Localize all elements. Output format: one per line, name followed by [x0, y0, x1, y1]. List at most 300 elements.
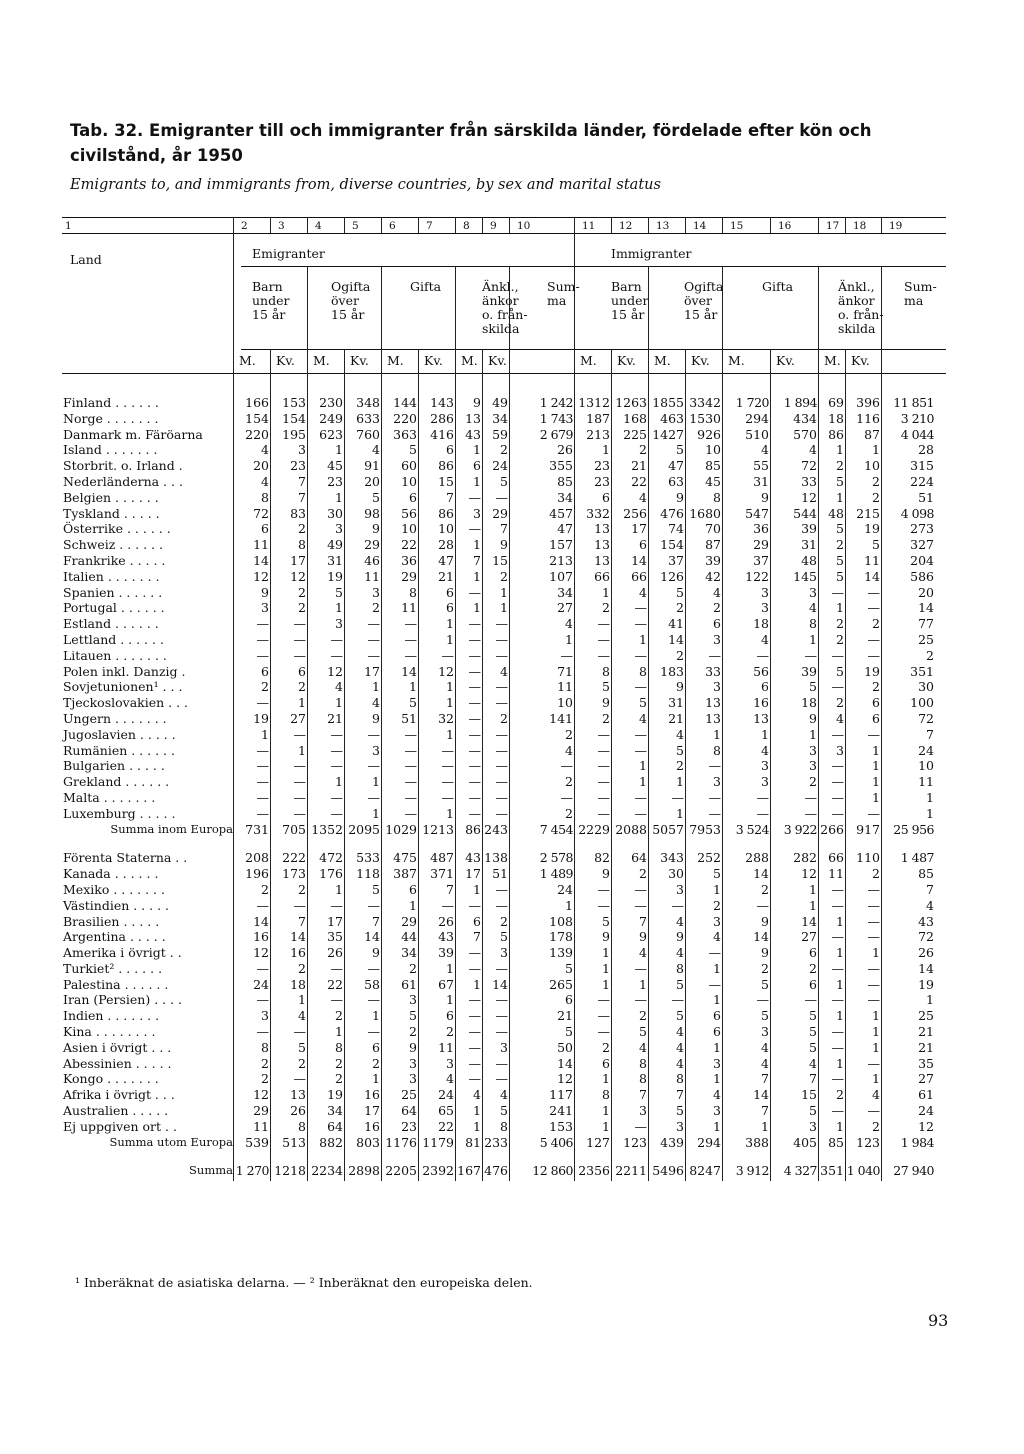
- value-cell: 1: [409, 897, 417, 913]
- value-cell: 2: [372, 1055, 380, 1071]
- value-cell: 86: [438, 505, 454, 521]
- country-cell: Grekland . . . . . .: [63, 774, 170, 790]
- value-cell: 19: [864, 521, 880, 537]
- value-cell: 8: [335, 1039, 343, 1055]
- value-cell: 208: [245, 850, 269, 866]
- country-cell: Afrika i övrigt . . .: [63, 1087, 175, 1103]
- value-cell: 7: [372, 913, 380, 929]
- value-cell: 110: [856, 850, 880, 866]
- value-cell: —: [468, 1024, 481, 1040]
- value-cell: 3: [261, 600, 269, 616]
- value-cell: 4: [676, 945, 684, 961]
- value-cell: —: [468, 1039, 481, 1055]
- value-cell: —: [256, 805, 269, 821]
- value-cell: 2: [713, 897, 721, 913]
- value-cell: —: [293, 774, 306, 790]
- value-cell: 1: [872, 742, 880, 758]
- value-cell: 27: [918, 1071, 934, 1087]
- country-cell: Turkiet² . . . . . .: [63, 960, 163, 976]
- country-cell: Danmark m. Färöarna: [63, 426, 203, 442]
- value-cell: 195: [282, 426, 306, 442]
- value-cell: 2: [409, 1024, 417, 1040]
- value-cell: —: [867, 897, 880, 913]
- value-cell: 2 578: [539, 850, 573, 866]
- sex-divider: [270, 349, 271, 373]
- value-cell: —: [404, 805, 417, 821]
- value-cell: 5: [602, 679, 610, 695]
- value-cell: 13: [753, 710, 769, 726]
- country-cell: Italien . . . . . . .: [63, 568, 160, 584]
- value-cell: 1: [446, 631, 454, 647]
- value-cell: 66: [631, 568, 647, 584]
- value-cell: 20: [918, 584, 934, 600]
- value-cell: 13: [290, 1087, 306, 1103]
- value-cell: 8: [676, 1071, 684, 1087]
- value-cell: 405: [793, 1134, 817, 1150]
- value-cell: 5: [809, 1103, 817, 1119]
- value-cell: 1: [836, 489, 844, 505]
- value-cell: 23: [594, 473, 610, 489]
- rule-under-colnums: [62, 233, 946, 234]
- value-cell: 1: [872, 1024, 880, 1040]
- table-row: [62, 427, 935, 443]
- value-cell: 72: [253, 505, 269, 521]
- colnum-divider: [881, 217, 882, 233]
- value-cell: 6: [409, 881, 417, 897]
- value-cell: 5: [809, 1024, 817, 1040]
- value-cell: —: [468, 631, 481, 647]
- column-number: 10: [517, 220, 531, 232]
- value-cell: —: [495, 1024, 508, 1040]
- country-cell: Jugoslavien . . . . .: [63, 726, 176, 742]
- value-cell: 116: [856, 410, 880, 426]
- value-cell: 19: [327, 568, 343, 584]
- value-cell: 4: [473, 1087, 481, 1103]
- value-cell: 3: [298, 442, 306, 458]
- value-cell: 5: [676, 976, 684, 992]
- value-cell: 138: [484, 850, 508, 866]
- value-cell: 1: [602, 960, 610, 976]
- value-cell: —: [804, 992, 817, 1008]
- value-cell: 1: [761, 1118, 769, 1134]
- value-cell: —: [867, 992, 880, 1008]
- value-cell: 17: [364, 1103, 380, 1119]
- imm-barn-header: Barn under 15 år: [611, 279, 649, 322]
- value-cell: 47: [557, 521, 573, 537]
- value-cell: 143: [430, 395, 454, 410]
- value-cell: 387: [393, 866, 417, 882]
- value-cell: —: [867, 1103, 880, 1119]
- value-cell: 176: [319, 866, 343, 882]
- value-cell: 43: [465, 426, 481, 442]
- value-cell: 2: [298, 881, 306, 897]
- kv-label: Kv.: [350, 353, 369, 368]
- value-cell: —: [495, 1008, 508, 1024]
- value-cell: 14: [290, 929, 306, 945]
- value-cell: 1: [872, 789, 880, 805]
- value-cell: 29: [753, 537, 769, 553]
- value-cell: 1: [473, 442, 481, 458]
- value-cell: 9: [639, 929, 647, 945]
- value-cell: 19: [918, 976, 934, 992]
- value-cell: 13: [594, 521, 610, 537]
- value-cell: 4: [676, 913, 684, 929]
- kv-label: Kv.: [488, 353, 507, 368]
- value-cell: 6: [446, 600, 454, 616]
- value-cell: 2: [872, 866, 880, 882]
- value-cell: 1352: [311, 821, 343, 837]
- value-cell: 513: [282, 1134, 306, 1150]
- value-cell: 3: [761, 758, 769, 774]
- value-cell: 27: [290, 710, 306, 726]
- value-cell: 196: [245, 866, 269, 882]
- value-cell: 11: [828, 866, 844, 882]
- table-row: [62, 1071, 935, 1087]
- value-cell: 2205: [385, 1163, 417, 1179]
- value-cell: —: [634, 992, 647, 1008]
- value-cell: 1: [809, 631, 817, 647]
- value-cell: 33: [705, 663, 721, 679]
- m-label: M.: [239, 353, 256, 368]
- value-cell: —: [404, 758, 417, 774]
- value-cell: 9: [372, 710, 380, 726]
- value-cell: 26: [438, 913, 454, 929]
- value-cell: 12: [801, 866, 817, 882]
- value-cell: 118: [356, 866, 380, 882]
- value-cell: —: [293, 897, 306, 913]
- value-cell: 10: [864, 458, 880, 474]
- value-cell: 12 860: [532, 1163, 573, 1179]
- value-cell: 222: [282, 850, 306, 866]
- value-cell: —: [831, 805, 844, 821]
- country-cell: Schweiz . . . . . .: [63, 537, 163, 553]
- value-cell: 2: [298, 679, 306, 695]
- value-cell: 13: [705, 710, 721, 726]
- value-cell: —: [256, 695, 269, 711]
- value-cell: 243: [484, 821, 508, 837]
- value-cell: —: [256, 774, 269, 790]
- value-cell: 8: [676, 960, 684, 976]
- value-cell: 5: [335, 584, 343, 600]
- table-row: [62, 553, 935, 569]
- value-cell: 21: [918, 1039, 934, 1055]
- value-cell: 91: [364, 458, 380, 474]
- value-cell: 8: [639, 1071, 647, 1087]
- value-cell: —: [468, 758, 481, 774]
- value-cell: 14: [364, 929, 380, 945]
- table-row: [62, 695, 935, 711]
- value-cell: —: [293, 789, 306, 805]
- value-cell: 9: [676, 489, 684, 505]
- value-cell: 5: [761, 1008, 769, 1024]
- value-cell: —: [495, 631, 508, 647]
- table-row: [62, 914, 935, 930]
- value-cell: 8: [409, 584, 417, 600]
- value-cell: 547: [745, 505, 769, 521]
- value-cell: —: [597, 742, 610, 758]
- value-cell: 11: [918, 774, 934, 790]
- value-cell: 4: [372, 442, 380, 458]
- value-cell: 28: [438, 537, 454, 553]
- value-cell: —: [804, 789, 817, 805]
- value-cell: 41: [668, 616, 684, 632]
- value-cell: 51: [918, 489, 934, 505]
- value-cell: 6: [261, 521, 269, 537]
- value-cell: 51: [492, 866, 508, 882]
- value-cell: 16: [364, 1087, 380, 1103]
- value-cell: 28: [918, 442, 934, 458]
- value-cell: 3: [335, 521, 343, 537]
- value-cell: 586: [910, 568, 934, 584]
- value-cell: 17: [465, 866, 481, 882]
- value-cell: 760: [356, 426, 380, 442]
- value-cell: —: [867, 600, 880, 616]
- value-cell: 65: [438, 1103, 454, 1119]
- page-number: 93: [928, 1311, 949, 1330]
- value-cell: 145: [793, 568, 817, 584]
- value-cell: 60: [401, 458, 417, 474]
- value-cell: 14: [918, 960, 934, 976]
- value-cell: 86: [438, 458, 454, 474]
- value-cell: —: [468, 992, 481, 1008]
- value-cell: 539: [245, 1134, 269, 1150]
- value-cell: 7: [298, 473, 306, 489]
- value-cell: 123: [856, 1134, 880, 1150]
- value-cell: 4: [676, 1055, 684, 1071]
- value-cell: —: [256, 742, 269, 758]
- value-cell: —: [468, 1071, 481, 1087]
- country-cell: Asien i övrigt . . .: [63, 1039, 172, 1055]
- value-cell: 355: [549, 458, 573, 474]
- value-cell: 5: [836, 521, 844, 537]
- kv-label: Kv.: [776, 353, 795, 368]
- value-cell: 7: [676, 1087, 684, 1103]
- value-cell: 1: [836, 1055, 844, 1071]
- value-cell: 3: [500, 945, 508, 961]
- value-cell: 39: [801, 663, 817, 679]
- value-cell: 86: [465, 821, 481, 837]
- value-cell: 3: [639, 1103, 647, 1119]
- value-cell: 3: [713, 1103, 721, 1119]
- column-number: 1: [65, 220, 72, 232]
- value-cell: 47: [668, 458, 684, 474]
- value-cell: 5: [409, 695, 417, 711]
- value-cell: 5: [500, 473, 508, 489]
- value-cell: —: [468, 789, 481, 805]
- value-cell: —: [831, 774, 844, 790]
- value-cell: 351: [910, 663, 934, 679]
- value-cell: —: [756, 789, 769, 805]
- value-cell: —: [468, 960, 481, 976]
- value-cell: —: [831, 1039, 844, 1055]
- value-cell: 2: [836, 1087, 844, 1103]
- value-cell: 11: [364, 568, 380, 584]
- value-cell: 1: [446, 726, 454, 742]
- value-cell: —: [634, 789, 647, 805]
- value-cell: —: [441, 774, 454, 790]
- value-cell: 64: [631, 850, 647, 866]
- value-cell: 2: [761, 960, 769, 976]
- value-cell: 1: [713, 881, 721, 897]
- value-cell: 1: [446, 992, 454, 1008]
- kv-label: Kv.: [276, 353, 295, 368]
- colnum-divider: [509, 217, 510, 233]
- value-cell: 1: [446, 616, 454, 632]
- value-cell: 4: [926, 897, 934, 913]
- value-cell: —: [597, 789, 610, 805]
- value-cell: 6: [713, 616, 721, 632]
- column-number: 5: [352, 220, 359, 232]
- value-cell: 17: [290, 552, 306, 568]
- value-cell: 11: [557, 679, 573, 695]
- value-cell: 10: [438, 521, 454, 537]
- value-cell: 42: [705, 568, 721, 584]
- value-cell: 13: [465, 410, 481, 426]
- value-cell: 39: [801, 521, 817, 537]
- value-cell: —: [634, 805, 647, 821]
- value-cell: 7: [473, 552, 481, 568]
- value-cell: 154: [660, 537, 684, 553]
- country-cell: Luxemburg . . . . .: [63, 805, 176, 821]
- value-cell: 705: [282, 821, 306, 837]
- value-cell: 16: [253, 929, 269, 945]
- value-cell: —: [831, 1103, 844, 1119]
- value-cell: 48: [801, 552, 817, 568]
- value-cell: —: [367, 789, 380, 805]
- value-cell: 154: [282, 410, 306, 426]
- value-cell: —: [597, 1008, 610, 1024]
- value-cell: 56: [753, 663, 769, 679]
- country-cell: Österrike . . . . . .: [63, 521, 171, 537]
- value-cell: 1: [473, 473, 481, 489]
- value-cell: 14: [668, 631, 684, 647]
- table-row: [62, 929, 935, 945]
- value-cell: 157: [549, 537, 573, 553]
- value-cell: 2: [500, 913, 508, 929]
- table-row: [62, 711, 935, 727]
- value-cell: 8: [298, 1118, 306, 1134]
- value-cell: 34: [557, 584, 573, 600]
- value-cell: 4 327: [783, 1163, 817, 1179]
- value-cell: 59: [492, 426, 508, 442]
- imm-ankl-header: Änkl., änkor o. från- skilda: [838, 279, 884, 336]
- value-cell: 15: [492, 552, 508, 568]
- value-cell: 213: [586, 426, 610, 442]
- value-cell: —: [293, 726, 306, 742]
- value-cell: 45: [327, 458, 343, 474]
- value-cell: 1: [335, 774, 343, 790]
- value-cell: —: [468, 726, 481, 742]
- value-cell: 18: [290, 976, 306, 992]
- value-cell: —: [330, 647, 343, 663]
- country-cell: Spanien . . . . . .: [63, 584, 163, 600]
- value-cell: —: [708, 976, 721, 992]
- table-subtitle: Emigrants to, and immigrants from, diverse countries, by sex and marital status: [70, 177, 661, 193]
- value-cell: 4: [713, 929, 721, 945]
- value-cell: 1 270: [235, 1163, 269, 1179]
- value-cell: 5: [639, 1024, 647, 1040]
- column-number: 9: [490, 220, 497, 232]
- value-cell: 4: [809, 1055, 817, 1071]
- value-cell: 32: [438, 710, 454, 726]
- column-number: 4: [315, 220, 322, 232]
- value-cell: 4: [565, 616, 573, 632]
- colnum-divider: [574, 217, 575, 233]
- value-cell: —: [867, 647, 880, 663]
- value-cell: 4: [676, 1039, 684, 1055]
- value-cell: 183: [660, 663, 684, 679]
- value-cell: 24: [918, 742, 934, 758]
- value-cell: 1312: [578, 395, 610, 410]
- value-cell: 39: [438, 945, 454, 961]
- value-cell: 4: [261, 473, 269, 489]
- value-cell: 9: [372, 945, 380, 961]
- value-cell: 7: [446, 881, 454, 897]
- value-cell: 215: [856, 505, 880, 521]
- value-cell: 5: [372, 881, 380, 897]
- column-number: 13: [656, 220, 670, 232]
- value-cell: 1: [372, 1071, 380, 1087]
- value-cell: —: [495, 881, 508, 897]
- value-cell: —: [671, 992, 684, 1008]
- value-cell: —: [441, 742, 454, 758]
- value-cell: 72: [918, 710, 934, 726]
- value-cell: 6: [809, 945, 817, 961]
- column-number: 19: [889, 220, 903, 232]
- value-cell: 1: [872, 945, 880, 961]
- value-cell: —: [831, 960, 844, 976]
- value-cell: 85: [557, 473, 573, 489]
- table-row: [62, 474, 935, 490]
- value-cell: 11 851: [893, 395, 934, 410]
- value-cell: 1: [565, 897, 573, 913]
- value-cell: 26: [327, 945, 343, 961]
- value-cell: —: [756, 647, 769, 663]
- value-cell: 1: [836, 945, 844, 961]
- value-cell: 3: [761, 600, 769, 616]
- table-row: [62, 1135, 935, 1151]
- value-cell: 4: [639, 710, 647, 726]
- value-cell: 3: [809, 742, 817, 758]
- value-cell: 5: [761, 976, 769, 992]
- value-cell: 2: [809, 960, 817, 976]
- value-cell: —: [495, 1055, 508, 1071]
- value-cell: 1: [836, 913, 844, 929]
- value-cell: 1: [473, 568, 481, 584]
- value-cell: 10: [705, 442, 721, 458]
- value-cell: 2: [676, 647, 684, 663]
- column-number: 14: [693, 220, 707, 232]
- table-title: Tab. 32. Emigranter till och immigranter från särskilda länder, fördelade efter kön och civilstånd, år 1950: [70, 121, 872, 165]
- value-cell: 926: [697, 426, 721, 442]
- country-cell: Belgien . . . . . .: [63, 489, 159, 505]
- value-cell: 475: [393, 850, 417, 866]
- value-cell: 1: [713, 960, 721, 976]
- value-cell: —: [256, 758, 269, 774]
- value-cell: 2: [602, 1039, 610, 1055]
- value-cell: 18: [828, 410, 844, 426]
- value-cell: 9: [761, 913, 769, 929]
- subgroup-divider: [307, 266, 308, 373]
- country-cell: Bulgarien . . . . .: [63, 758, 165, 774]
- column-number: 18: [853, 220, 867, 232]
- column-number: 11: [582, 220, 596, 232]
- value-cell: 108: [549, 913, 573, 929]
- value-cell: 30: [918, 679, 934, 695]
- value-cell: 5 406: [539, 1134, 573, 1150]
- value-cell: —: [597, 631, 610, 647]
- value-cell: 58: [364, 976, 380, 992]
